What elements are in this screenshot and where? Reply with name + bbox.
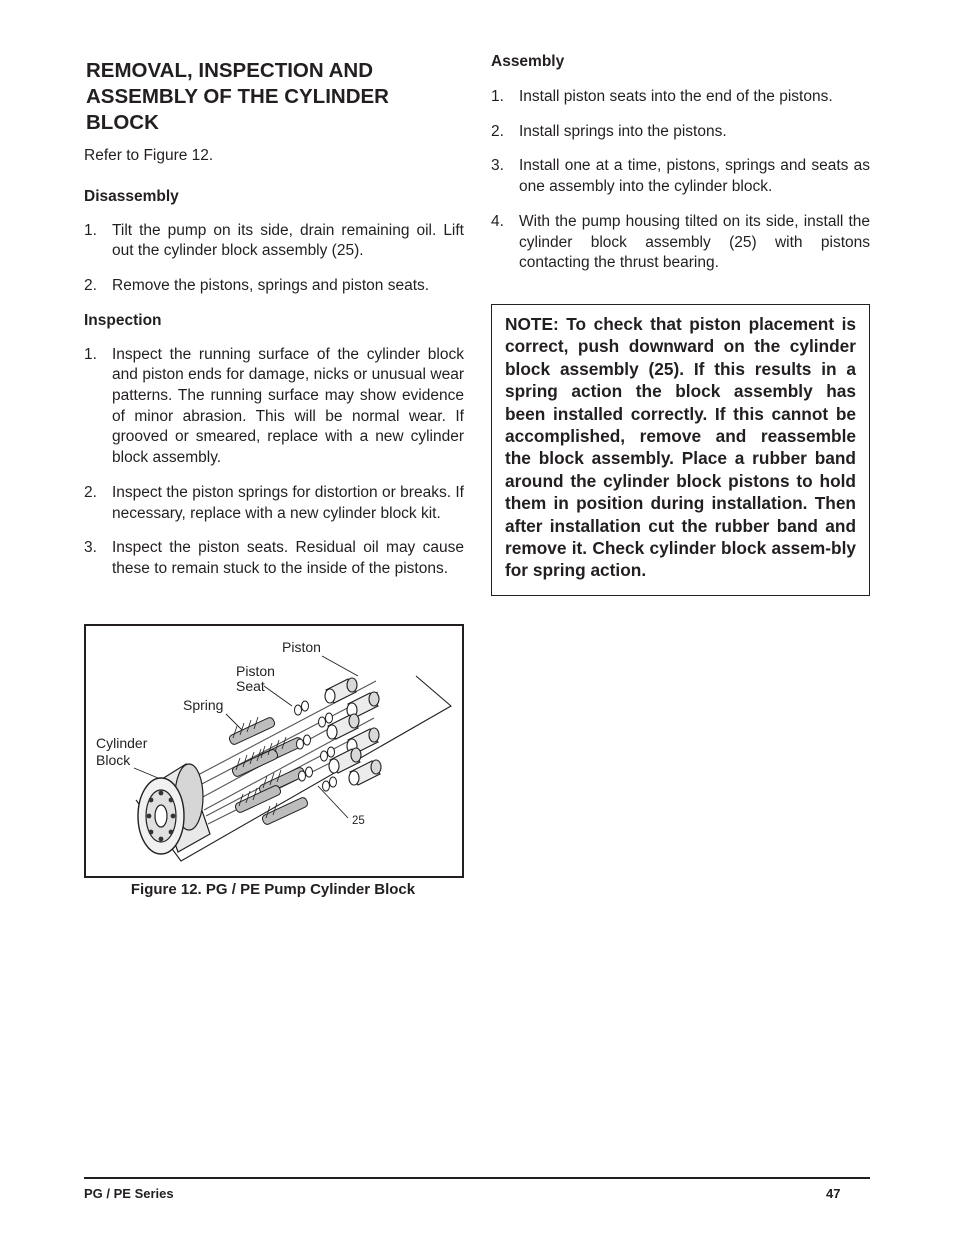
step-text: Tilt the pump on its side, drain remaining oil. Lift out the cylinder block assembly (25). [112,221,464,260]
label-piston-seat-line1: Piston [236,663,275,679]
step-number: 1. [84,221,97,239]
figure-caption: Figure 12. PG / PE Pump Cylinder Block [130,881,416,898]
disassembly-heading: Disassembly [84,187,179,205]
label-ref-25: 25 [352,815,365,827]
step-number: 1. [84,345,97,363]
inspection-steps [84,345,464,580]
list-item [84,221,464,262]
label-cylinder-block-line1: Cylinder [96,735,148,751]
footer-divider [84,1177,870,1179]
step-text: Inspect the running surface of the cylinder block and piston ends for damage, nicks or unusual wear patterns. The running surface may show evidence of minor abrasion. This will be normal wear. If grooved or smeared, replace with a new cylinder block assembly. [112,345,464,467]
inspection-heading: Inspection [84,311,162,329]
right-column [491,52,870,274]
label-piston: Piston [282,639,321,655]
cylinder-block-shape [138,764,210,854]
list-item [84,276,464,297]
piston-seats [295,701,337,791]
disassembly-steps [84,221,464,297]
step-text: Inspect the piston springs for distortion or breaks. If necessary, replace with a new cylinder block kit. [112,483,464,522]
label-spring: Spring [183,697,224,713]
step-text: With the pump housing tilted on its side, install the cylinder block assembly (25) with pistons contacting the thrust bearing. [519,212,870,272]
step-number: 1. [491,88,504,105]
list-item [84,483,464,524]
page-number: 47 [826,1186,841,1201]
pistons [325,678,381,785]
step-number: 2. [84,276,97,294]
note-box: NOTE: To check that piston placement is correct, push downward on the cylinder block assembly (25). If this results in a spring action the block assembly has been installed correctly. If this cannot be accomplished, remove and reassemble the block assembly. Place a rubber band around the cylinder block pistons to hold them in position during installation. Then after installation cut the rubber band and remove it. Check cylinder block assem-bly for spring action. [491,304,870,596]
step-number: 4. [491,212,504,230]
list-item [491,212,870,274]
label-cylinder-block-line2: Block [96,752,131,768]
step-text: Install piston seats into the end of the pistons. [519,88,833,105]
page-title: REMOVAL, INSPECTION AND ASSEMBLY OF THE CYLINDER BLOCK [86,59,389,134]
step-number: 3. [84,539,97,557]
step-text: Install one at a time, pistons, springs and seats as one assembly into the cylinder block. [519,157,870,196]
step-text: Inspect the piston seats. Residual oil may cause these to remain stuck to the inside of the pistons. [112,539,464,577]
step-text: Install springs into the pistons. [519,122,727,140]
footer-series: PG / PE Series [84,1186,174,1201]
assembly-heading: Assembly [491,53,565,70]
list-item [491,156,870,197]
list-item [491,87,870,108]
springs [228,716,309,825]
list-item [84,538,464,579]
left-column [84,58,464,580]
list-item [491,122,870,143]
label-piston-seat-line2: Seat [236,678,265,694]
assembly-steps [491,87,870,274]
figure-12-box [84,624,464,878]
step-number: 2. [491,122,504,140]
list-item [84,345,464,469]
step-number: 2. [84,483,97,501]
step-number: 3. [491,157,504,175]
intro-text: Refer to Figure 12. [84,147,214,164]
step-text: Remove the pistons, springs and piston seats. [112,276,430,294]
